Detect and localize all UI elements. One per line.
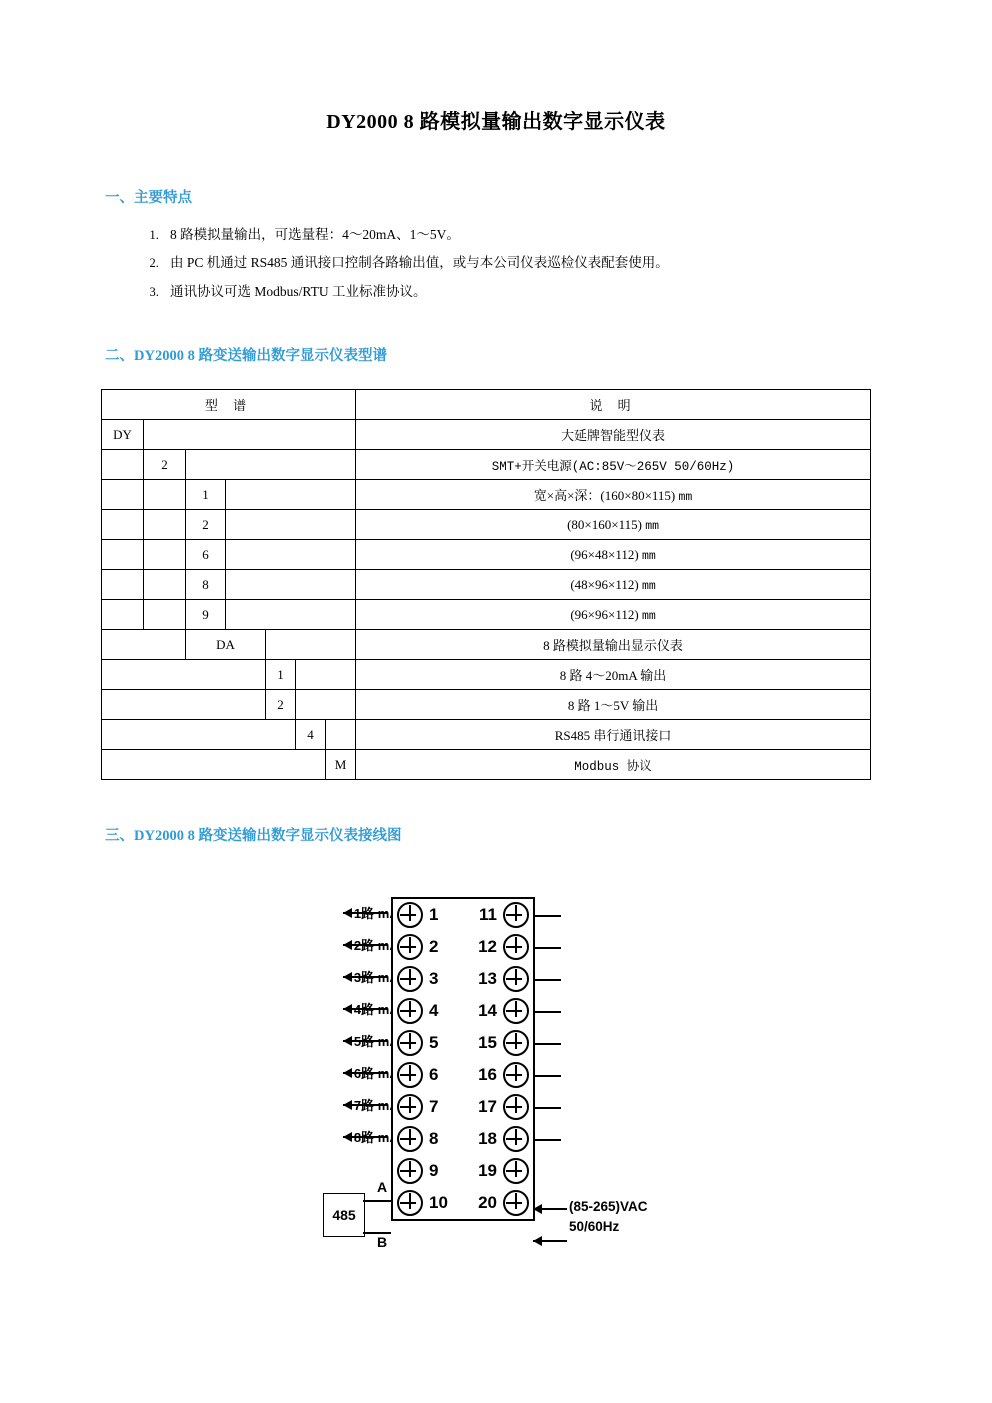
table-row xyxy=(102,540,871,570)
screw-icon xyxy=(503,1158,529,1184)
screw-icon xyxy=(397,1062,423,1088)
spec-header-model: 型 谱 xyxy=(102,390,356,420)
power-label: (85-265)VAC 50/60Hz xyxy=(569,1199,648,1234)
spec-unit: mm xyxy=(678,491,693,505)
terminal-number: 11 xyxy=(479,905,497,925)
terminal-number: 20 xyxy=(478,1193,497,1213)
screw-icon xyxy=(397,1030,423,1056)
screw-icon xyxy=(397,902,423,928)
load-stub-7 xyxy=(533,1095,561,1109)
spec-code: 8 xyxy=(186,570,226,600)
terminal-number: 3 xyxy=(429,969,439,989)
terminal-number: 19 xyxy=(478,1161,497,1181)
terminal-row xyxy=(393,1059,533,1091)
terminal-number: 14 xyxy=(478,1001,497,1021)
screw-icon xyxy=(397,934,423,960)
channel-arrow-4 xyxy=(343,1008,387,1010)
screw-icon xyxy=(397,1158,423,1184)
table-row xyxy=(102,720,871,750)
spec-desc: RS485 串行通讯接口 xyxy=(356,720,871,750)
channel-arrow-2 xyxy=(343,944,387,946)
spec-desc: (48×96×112) xyxy=(570,576,639,592)
screw-icon xyxy=(503,966,529,992)
screw-icon xyxy=(397,1126,423,1152)
spec-code: M xyxy=(326,750,356,780)
table-row xyxy=(102,630,871,660)
terminal-number: 6 xyxy=(429,1065,439,1085)
spec-unit: mm xyxy=(641,609,656,623)
table-row xyxy=(102,750,871,780)
screw-icon xyxy=(503,1190,529,1216)
terminal-row xyxy=(393,963,533,995)
table-row xyxy=(102,600,871,630)
table-row xyxy=(102,480,871,510)
spec-code: DY xyxy=(102,420,144,450)
channel-arrow-1 xyxy=(343,912,387,914)
screw-icon xyxy=(397,1190,423,1216)
load-stub-8 xyxy=(533,1127,561,1141)
load-stub-5 xyxy=(533,1031,561,1045)
channel-arrow-5 xyxy=(343,1040,387,1042)
spec-desc: Modbus 协议 xyxy=(574,759,652,774)
terminal-row xyxy=(393,931,533,963)
spec-code: 6 xyxy=(186,540,226,570)
screw-icon xyxy=(397,1094,423,1120)
spec-code: 1 xyxy=(186,480,226,510)
terminal-number: 9 xyxy=(429,1161,439,1181)
table-row xyxy=(102,420,871,450)
terminal-number: 13 xyxy=(478,969,497,989)
table-row xyxy=(102,690,871,720)
channel-arrow-7 xyxy=(343,1104,387,1106)
terminal-row xyxy=(393,899,533,931)
spec-desc: (96×48×112) xyxy=(570,546,639,562)
wiring-diagram xyxy=(281,897,711,1287)
screw-icon xyxy=(503,934,529,960)
screw-icon xyxy=(503,1094,529,1120)
spec-code: 1 xyxy=(266,660,296,690)
screw-icon xyxy=(397,966,423,992)
spec-code: 9 xyxy=(186,600,226,630)
list-item: 1. 8 路模拟量输出，可选量程：4～20mA、1～5V。 xyxy=(162,221,892,249)
terminal-row xyxy=(393,1187,533,1219)
terminal-row xyxy=(393,995,533,1027)
spec-unit: mm xyxy=(645,519,659,533)
channel-arrow-3 xyxy=(343,976,387,978)
terminal-block xyxy=(391,897,535,1221)
screw-icon xyxy=(503,902,529,928)
spec-desc: (80×160×115) xyxy=(567,516,642,532)
terminal-number: 16 xyxy=(478,1065,497,1085)
spec-desc: 宽×高×深：(160×80×115) xyxy=(533,488,676,504)
terminal-row xyxy=(393,1123,533,1155)
list-item: 2. 由 PC 机通过 RS485 通讯接口控制各路输出值，或与本公司仪表巡检仪表配套使用。 xyxy=(162,249,892,277)
spec-unit: mm xyxy=(641,579,656,593)
table-row xyxy=(102,570,871,600)
power-arrow-bottom xyxy=(533,1240,567,1242)
spec-code: 4 xyxy=(296,720,326,750)
spec-code: 2 xyxy=(266,690,296,720)
load-stub-4 xyxy=(533,999,561,1013)
load-stub-2 xyxy=(533,935,561,949)
spec-code: DA xyxy=(186,630,266,660)
screw-icon xyxy=(503,998,529,1024)
terminal-number: 10 xyxy=(429,1193,448,1213)
spec-desc: 8 路 4～20mA 输出 xyxy=(356,660,871,690)
spec-code: 2 xyxy=(186,510,226,540)
rs485-label-b: B xyxy=(377,1234,388,1251)
spec-desc: SMT+开关电源(AC:85V～265V 50/60Hz) xyxy=(491,459,735,474)
screw-icon xyxy=(397,998,423,1024)
screw-icon xyxy=(503,1062,529,1088)
spec-desc: 8 路模拟量输出显示仪表 xyxy=(356,630,871,660)
terminal-number: 17 xyxy=(478,1097,497,1117)
section-heading-spec: 二、DY2000 8 路变送输出数字显示仪表型谱 xyxy=(105,348,387,365)
terminal-number: 4 xyxy=(429,1001,439,1021)
terminal-row xyxy=(393,1091,533,1123)
terminal-number: 15 xyxy=(478,1033,497,1053)
load-stub-3 xyxy=(533,967,561,981)
load-stub-6 xyxy=(533,1063,561,1077)
page-title: DY2000 8 路模拟量输出数字显示仪表 xyxy=(326,111,666,133)
spec-desc: (96×96×112) xyxy=(570,606,639,622)
features-list xyxy=(100,221,892,306)
screw-icon xyxy=(503,1126,529,1152)
section-heading-wiring: 三、DY2000 8 路变送输出数字显示仪表接线图 xyxy=(105,828,402,845)
rs485-lead-a xyxy=(363,1200,391,1202)
spec-desc: 大延牌智能型仪表 xyxy=(356,420,871,450)
terminal-number: 1 xyxy=(429,905,439,925)
spec-table xyxy=(101,389,871,780)
terminal-number: 18 xyxy=(478,1129,497,1149)
table-row xyxy=(102,450,871,480)
screw-icon xyxy=(503,1030,529,1056)
spec-unit: mm xyxy=(641,549,656,563)
terminal-number: 12 xyxy=(478,937,497,957)
channel-arrow-8 xyxy=(343,1136,387,1138)
table-row xyxy=(102,510,871,540)
rs485-label-a: A xyxy=(377,1179,388,1196)
spec-header-desc: 说 明 xyxy=(356,390,871,420)
terminal-row xyxy=(393,1027,533,1059)
terminal-number: 8 xyxy=(429,1129,439,1149)
terminal-number: 2 xyxy=(429,937,439,957)
load-stub-1 xyxy=(533,903,561,917)
spec-code: 2 xyxy=(144,450,186,480)
rs485-box: 485 xyxy=(323,1193,365,1237)
terminal-number: 5 xyxy=(429,1033,439,1053)
channel-arrow-6 xyxy=(343,1072,387,1074)
table-row-header xyxy=(102,390,871,420)
terminal-number: 7 xyxy=(429,1097,439,1117)
table-row xyxy=(102,660,871,690)
section-heading-features: 一、主要特点 xyxy=(105,190,192,206)
power-arrow-top xyxy=(533,1208,567,1210)
list-item: 3. 通讯协议可选 Modbus/RTU 工业标准协议。 xyxy=(162,278,892,306)
spec-desc: 8 路 1～5V 输出 xyxy=(356,690,871,720)
terminal-row xyxy=(393,1155,533,1187)
